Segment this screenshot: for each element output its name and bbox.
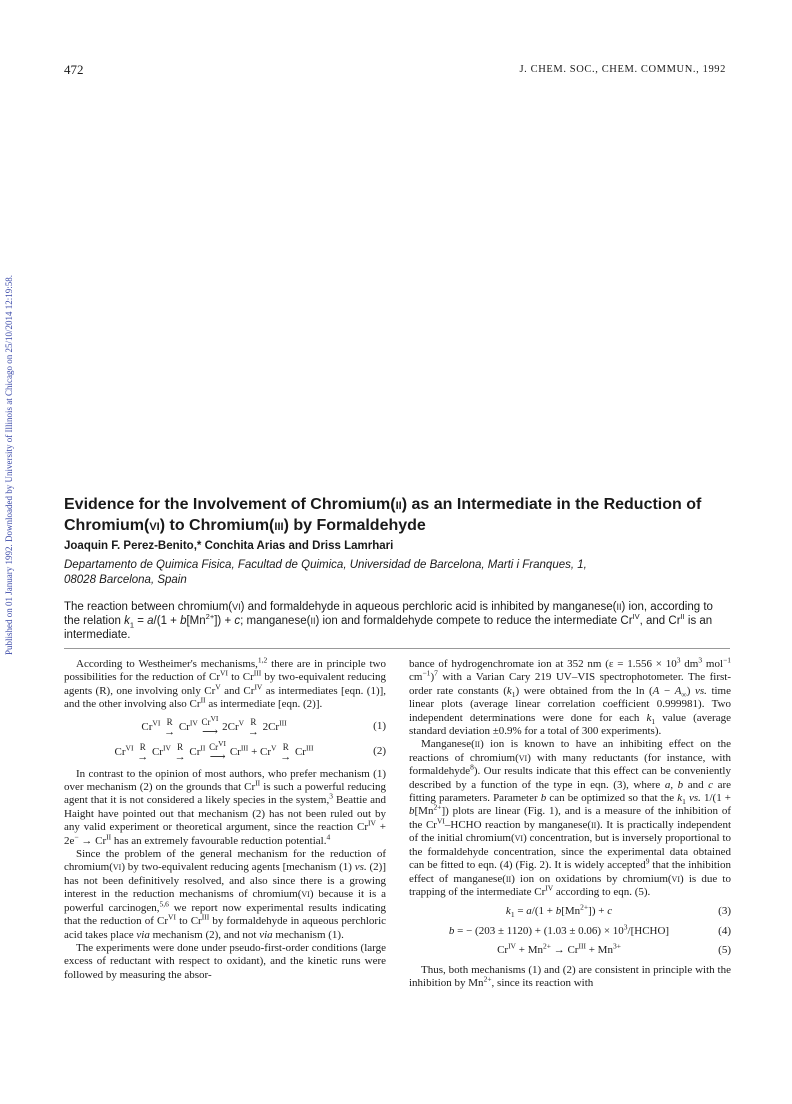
paragraph: Since the problem of the general mechanism for the reduction of chromium(VI) by two-equivalent reducing agents [mechanism (1) vs. (2)] has not been definitively resolved, and also since there is a growing interest in the reduction mechanisms of chromium(VI) because it is a powerful carcinogen,$^{5,6}$ we report now experimental results indicating that the reduction of $Cr^{VI}$ to $Cr^{III}$ by formaldehyde in aqueous perchloric acid takes place via mechanism (2), and not via mechanism (1). xyxy=(64,848,387,941)
section-divider xyxy=(64,648,730,649)
equation-3: $k_1 = a/(1 + b[Mn^{2+}]) + c$ (3) xyxy=(505,902,731,920)
equation-number: (3) xyxy=(718,905,731,918)
equation-4: b = − $(203 \pm 1120) + (1.03 \pm 0.06) \times 10^3/[HCHO]$ (4) xyxy=(448,922,731,937)
paragraph: Thus, both mechanisms (1) and (2) are consistent in principle with the inhibition by $Mn^{2+}$, since its reaction with xyxy=(409,963,731,989)
paragraph: The experiments were done under pseudo-first-order conditions (large excess of reductant with respect to oxidant), and the kinetic runs were followed by measuring the absor- xyxy=(64,941,386,981)
body-column-left xyxy=(64,655,387,982)
paragraph: bance of hydrogenchromate ion at 352 nm ($\varepsilon = 1.556 \times 10^3$ $dm^3$ mol$^{-1}$ $cm^{-1})^7$ with a Varian Cary 219 UV–VIS spectrophotometer. The first-order rate constants $(k_1)$ were obtained from the $\ln (A - A_\infty)$ vs. time linear plots (average linear correlation coefficient 0.999981). Two independent determinations were done for each $k_1$ value (average standard deviation ±0.9% for a total of 300 experiments). xyxy=(409,655,731,738)
equation-2: $Cr^{VI}$ R → $Cr^{IV}$ R → $Cr^{II}$ $Cr^{VI}$ ⟶ $Cr^{III} + Cr^V$ R → $Cr^{III}$ (2) xyxy=(114,738,386,763)
equation-number: (1) xyxy=(373,720,386,733)
equation-1: $Cr^{VI}$ R → $Cr^{IV}$ $Cr^{VI}$ ⟶ $2Cr^V$ R → $2Cr^{III}$ (1) xyxy=(141,713,386,738)
article-title: Evidence for the Involvement of Chromium(II) as an Intermediate in the Reduction of Chromium(VI) to Chromium(III) by Formaldehyde xyxy=(64,496,702,534)
equation-number: (4) xyxy=(718,924,731,937)
equation-number: (2) xyxy=(373,745,386,758)
equation-5: $Cr^{IV} + Mn^{2+} \to Cr^{III} + Mn^{3+}$ (5) xyxy=(497,941,731,957)
equation-number: (5) xyxy=(718,944,731,957)
article-authors: Joaquin F. Perez-Benito,* Conchita Arias and Driss Lamrhari xyxy=(64,540,394,552)
journal-header: J. CHEM. SOC., CHEM. COMMUN., 1992 xyxy=(519,64,726,75)
download-notice-text: Published on 01 January 1992. Downloaded by University of Illinois at Chicago on 25/10/2014 12:19:58. xyxy=(4,275,14,655)
download-notice xyxy=(4,215,18,655)
body-column-right xyxy=(409,655,732,990)
article-affiliation: Departamento de Quimica Fisica, Facultad de Quimica, Universidad de Barcelona, Marti i Franques, 1, 08028 Barcelona, Spain xyxy=(64,559,587,586)
paragraph: Manganese(II) ion is known to have an inhibiting effect on the reactions of chromium(VI) with many reductants (for instance, with formaldehyde$^8$). Our results indicate that this effect can be conveniently described by a function of the type in eqn. (3), where a, b and c are fitting parameters. Parameter b can be optimized so that the $k_1$ vs. $1/(1 + b[Mn^{2+}])$ plots are linear (Fig. 1), and is a measure of the inhibition of the $Cr^{VI}$–HCHO reaction by manganese(II). It is practically independent of the initial chromium(VI) concentration, but is inversely proportional to the formaldehyde concentration, since the experimental data obtained can be fitted to eqn. (4) (Fig. 2). It is widely accepted$^9$ that the inhibition effect of manganese(II) ion on oxidations by chromium(VI) is due to trapping of the intermediate $Cr^{IV}$ according to eqn. (5). xyxy=(409,738,732,898)
page-number: 472 xyxy=(64,62,84,77)
paragraph: In contrast to the opinion of most authors, who prefer mechanism (1) over mechanism (2) on the grounds that $Cr^{II}$ is such a powerful reducing agent that it is not considered a likely species in the system,$^3$ Beattie and Haight have pointed out that mechanism (2) has not been ruled out by any valid experiment or theoretical argument, since the reaction $Cr^{IV} + 2e^- \to Cr^{II}$ has an extremely favourable reduction potential.$^4$ xyxy=(64,767,386,847)
article-abstract: The reaction between chromium(VI) and formaldehyde in aqueous perchloric acid is inhibited by manganese(II) ion, according to the relation $k_1 = a/(1 + b[Mn^{2+}]) + c$; manganese(II) ion and formaldehyde compete to reduce the intermediate $Cr^{IV}$, and $Cr^{II}$ is an intermediate. xyxy=(64,601,713,641)
paragraph: According to Westheimer's mechanisms,$^{1,2}$ there are in principle two possibilities for the reduction of $Cr^{VI}$ to $Cr^{III}$ by two-equivalent reducing agents (R), one involving only $Cr^V$ and $Cr^{IV}$ as intermediates [eqn. (1)], and the other involving also $Cr^{II}$ as intermediate [eqn. (2)]. xyxy=(64,655,387,711)
